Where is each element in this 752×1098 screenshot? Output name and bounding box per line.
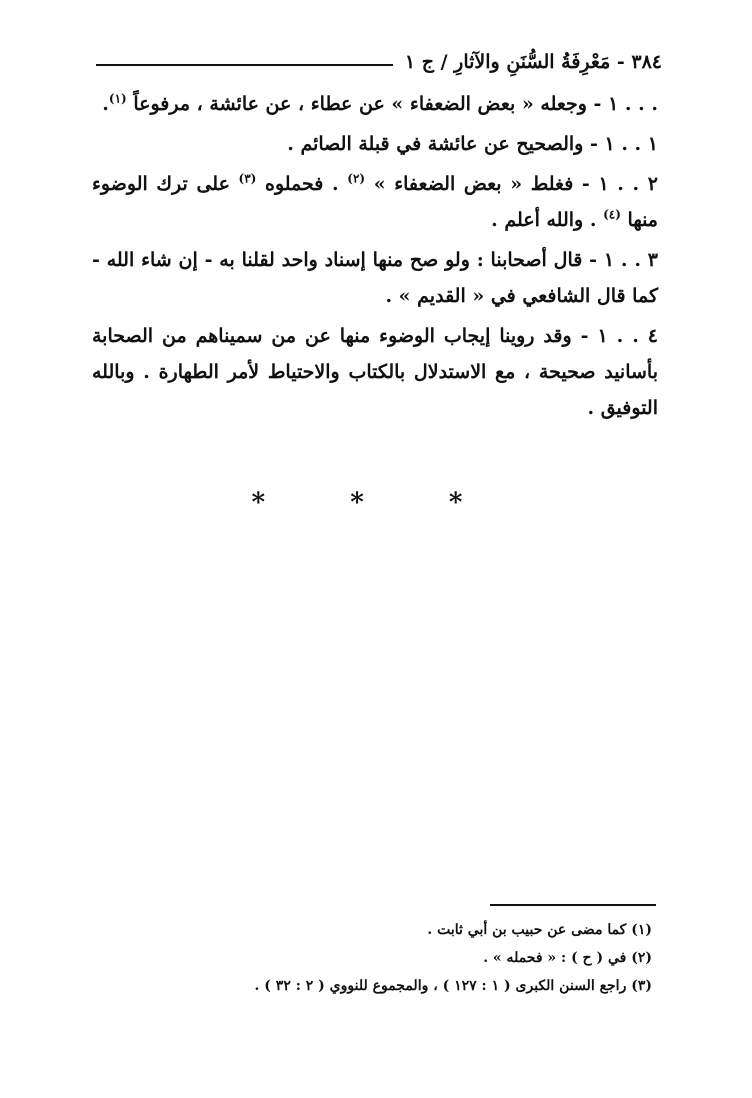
paragraph-1004 [92,318,658,426]
footnote-ref: (٢) [347,171,366,186]
paragraph-number: ٣ . . ١ [603,249,658,271]
paragraph-text-end: . [102,93,109,115]
paragraph-1002 [92,166,658,238]
page-header [96,44,662,80]
footnote-1: (١) كما مضى عن حبيب بن أبي ثابت . [427,922,652,938]
paragraph-number: ٤ . . ١ [597,325,658,347]
paragraph-1000 [92,86,658,122]
paragraph-text: . فحملوه [264,173,339,195]
footnote-ref: (١) [108,91,127,106]
footnotes [96,916,652,1000]
footnote-3: (٣) راجع السنن الكبرى ( ١ : ١٢٧ ) ، والمجموع للنووي ( ٢ : ٣٢ ) . [254,978,652,994]
paragraph-1003 [92,242,658,314]
paragraph-text-end: . والله أعلم . [491,209,597,231]
paragraph-1001 [92,126,658,162]
main-text [92,86,658,430]
paragraph-number: . . . ١ [608,93,658,115]
paragraph-text: - وجعله « بعض الضعفاء » عن عطاء ، عن عائشة ، مرفوعاً [133,93,602,115]
footnote-2: (٢) في ( ح ) : « فحمله » . [483,950,652,966]
footnote-ref: (٣) [238,171,257,186]
paragraph-text: - قال أصحابنا : ولو صح منها إسناد واحد لقلنا به - إن شاء الله - كما قال الشافعي في « القديم » . [92,249,658,307]
footnote-ref: (٤) [603,207,621,222]
paragraph-text: على ترك الوضوء منها [92,173,658,231]
running-title: ٣٨٤ - مَعْرِفَةُ السُّنَنِ والآثارِ / ج ١ [404,51,662,73]
paragraph-text: - وقد روينا إيجاب الوضوء منها عن من سميناهم من الصحابة بأسانيد صحيحة ، مع الاستدلال بالكتاب والاحتياط لأمر الطهارة . وبالله التوفيق . [92,325,658,419]
footnote-rule [490,904,656,906]
header-rule [96,64,393,66]
paragraph-text: - والصحيح عن عائشة في قبلة الصائم . [287,133,598,155]
paragraph-number: ٢ . . ١ [598,173,658,195]
paragraph-text: - فغلط « بعض الضعفاء » [373,173,590,195]
paragraph-number: ١ . . ١ [604,133,658,155]
section-separator: * * * [251,488,501,518]
